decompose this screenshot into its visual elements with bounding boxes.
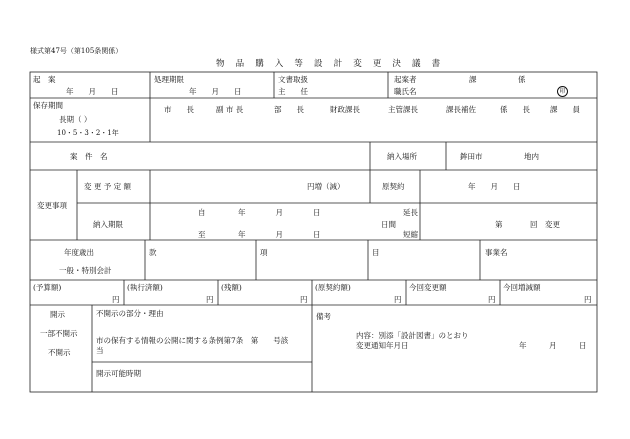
approver-shicho: 市 長: [164, 105, 194, 114]
konkai-zogen-gaku-unit: 円: [584, 295, 592, 304]
nonyu-basho-label: 納入場所: [387, 152, 417, 161]
yosan-gaku-unit: 円: [112, 295, 120, 304]
jinai-label: 地内: [524, 152, 539, 161]
ichibu-fukaiji-option[interactable]: 一部不開示: [40, 329, 78, 338]
dai-label: 第: [495, 220, 503, 229]
henko-tsuchi-label: 変更通知年月日: [356, 341, 409, 350]
nendo-saishutsu-label: 年度歳出: [64, 248, 94, 257]
kou-label: 項: [260, 248, 268, 257]
kaiji-option[interactable]: 開示: [50, 310, 65, 319]
tanshuku-label: 短縮: [403, 230, 418, 239]
zangaku-label: (残額): [221, 283, 242, 292]
approver-zaisei-kacho: 財政課長: [330, 105, 360, 114]
kian-label: 起 案: [33, 75, 56, 84]
fukaiji-option[interactable]: 不開示: [48, 348, 71, 357]
jigyo-mei-label: 事業名: [485, 248, 508, 257]
shori-kigen-date[interactable]: 年 月 日: [189, 87, 242, 96]
yen-zogen-label: 円増（減）: [307, 182, 345, 191]
approver-bucho: 部 長: [274, 105, 304, 114]
henko-yotei-label: 変 更 予 定 額: [84, 182, 132, 191]
kaiji-kanou-jiki-label: 開示可能時期: [96, 369, 141, 378]
biko-label: 備考: [316, 312, 331, 321]
shikkozumi-gaku-label: (執行済額): [127, 283, 163, 292]
ji-date[interactable]: 年 月 日: [238, 208, 321, 217]
shikkozumi-gaku-unit: 円: [206, 295, 214, 304]
konkai-zogen-gaku-label: 今回増減額: [503, 283, 541, 292]
henko-jiko-label: 変更事項: [37, 201, 67, 210]
shokushimei-label: 職氏名: [394, 87, 417, 96]
shunin-label: 主 任: [278, 87, 308, 96]
kakari-label: 係: [518, 75, 526, 84]
seal-mark: 印: [557, 86, 568, 97]
bunsho-toriatsukai-label: 文書取扱: [278, 75, 308, 84]
kai-henko-label: 回 変更: [530, 220, 560, 229]
choki-label[interactable]: 長期（ ）: [59, 115, 92, 124]
itaru-label: 至: [198, 230, 206, 239]
shori-kigen-label: 処理期限: [154, 75, 184, 84]
yosan-gaku-label: (予算額): [33, 283, 62, 292]
kian-date[interactable]: 年 月 日: [66, 87, 119, 96]
ka-label: 課: [469, 75, 477, 84]
konkai-henko-gaku-unit: 円: [488, 295, 496, 304]
konkai-henko-gaku-label: 今回変更額: [409, 283, 447, 292]
nichikan-label: 日間: [381, 220, 396, 229]
zangaku-unit: 円: [300, 295, 308, 304]
nonyu-kigen-label: 納入期限: [93, 220, 123, 229]
fukaiji-reason-text-cont: 当: [96, 346, 104, 355]
ji-label: 自: [198, 208, 206, 217]
approver-kacho-hosa: 課長補佐: [446, 105, 476, 114]
itaru-date[interactable]: 年 月 日: [238, 230, 321, 239]
naiyo-text: 内容：別添「設計図書」のとおり: [356, 331, 469, 340]
gen-keiyaku-label: 原契約: [382, 182, 405, 191]
gen-keiyaku-gaku-unit: 円: [394, 295, 402, 304]
document-title: 物 品 購 入 等 設 計 変 更 決 議 書: [216, 59, 445, 69]
form-number: 様式第47号（第105条関係）: [30, 47, 123, 55]
henko-tsuchi-date[interactable]: 年 月 日: [519, 341, 587, 350]
gen-keiyaku-date[interactable]: 年 月 日: [468, 182, 521, 191]
gen-keiyaku-gaku-label: (原契約額): [315, 283, 351, 292]
ippan-tokubetsu-label: 一般・特別会計: [59, 266, 112, 275]
moku-label: 目: [372, 248, 380, 257]
kiansha-label: 起案者: [394, 75, 417, 84]
city-name: 鉾田市: [460, 152, 483, 161]
hozon-years[interactable]: 10・5・3・2・1年: [57, 129, 119, 137]
encho-label: 延長: [403, 208, 418, 217]
fukaiji-reason-label: 不開示の部分・理由: [96, 309, 164, 318]
approver-fukushicho: 副 市 長: [216, 105, 244, 114]
kan-label: 款: [149, 248, 157, 257]
approver-kain: 課 員: [550, 105, 580, 114]
kenmei-label: 案 件 名: [70, 152, 108, 161]
hozon-kikan-label: 保存期間: [33, 101, 63, 110]
fukaiji-reason-text: 市の保有する情報の公開に関する条例第7条 第 号該: [96, 336, 289, 345]
approver-kakaricho: 係 長: [500, 105, 530, 114]
approver-shukan-kacho: 主管課長: [388, 105, 418, 114]
